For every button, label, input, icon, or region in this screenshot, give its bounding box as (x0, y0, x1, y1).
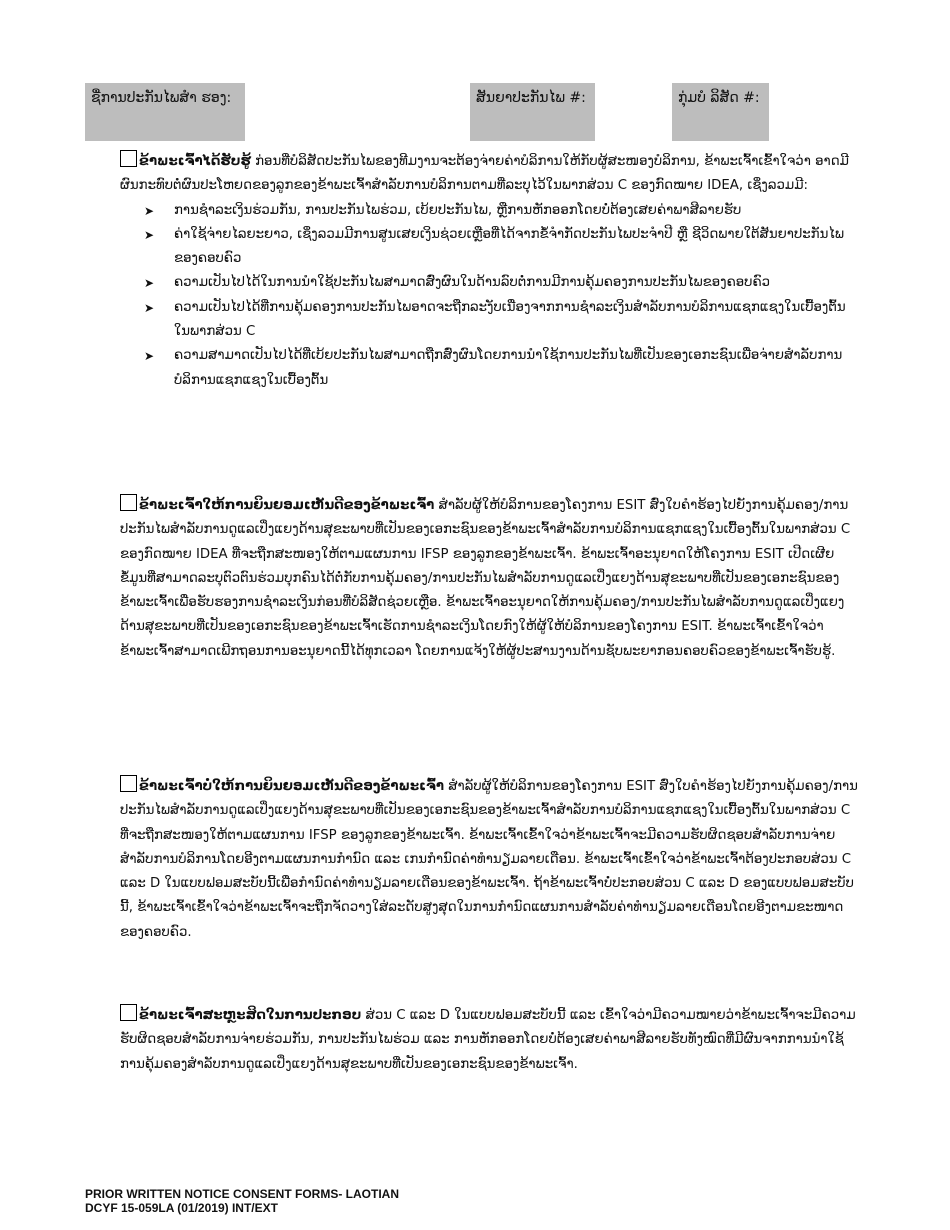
consent-section-waive (120, 1004, 860, 1077)
arrow-bullet-icon: ➤ (144, 300, 155, 315)
section-text: ສ່ວນ C ແລະ D ໃນແບບຟອມສະບັບນີ້ ແລະ ເຂົ້າໃຈວ່າມີຄວາມໝາຍວ່າຂ້າພະເຈົ້າຈະມີຄວາມຮັບຜິດຊອບສຳລັບການຈ່າຍຮ່ວມກັນ, ການປະກັນໄພຮ່ວມ ແລະ ການຫັກອອກໂດຍບໍ່ຕ້ອງເສຍຄ່າພາສີລາຍຮັບທັງໝົດທີ່ມີຜົນຈາກການນຳໃຊ້ການຄຸ້ມຄອງສຳລັບການດູແລເປິ່ງແຍງດ້ານສຸຂະພາບທີ່ເປັນຂອງເອກະຊົນຂອງຂ້າພະເຈົ້າ. (120, 1008, 856, 1072)
list-item (120, 271, 860, 295)
header-label: ກຸ່ມບໍ ລິສັດ #: (678, 90, 760, 106)
section-title: ຂ້າພະເຈົ້າໃຫ້ການຍິນຍອມເຫັນດີຂອງຂ້າພະເຈົ້າ (139, 498, 435, 513)
list-item (120, 199, 860, 223)
arrow-bullet-icon: ➤ (144, 276, 155, 291)
section-title: ຂ້າພະເຈົ້າບໍ່ໃຫ້ການຍິນຍອມເຫັນດີຂອງຂ້າພະເຈົ້າ (139, 779, 444, 794)
footer-form-title: PRIOR WRITTEN NOTICE CONSENT FORMS- LAOTIAN (85, 1187, 399, 1201)
header-label: ສັນຍາປະກັນໄພ #: (476, 90, 586, 106)
impact-list (120, 199, 860, 393)
consent-section-acknowledge (120, 150, 860, 393)
section-text: ກ່ອນທີ່ບໍລິສັດປະກັນໄພຂອງທີມງານຈະຕ້ອງຈ່າຍຄ່າບໍລິການໃຫ້ກັບຜູ້ສະໜອງບໍລິການ, ຂ້າພະເຈົ້າເຂົ້າໃຈວ່າ ອາດມີຜົນກະທົບຕໍ່ຜົນປະໂຫຍດຂອງລູກຂອງຂ້າພະເຈົ້າສຳລັບການບໍລິການຕາມທີ່ລະບຸໄວ້ໃນພາກສ່ວນ C ຂອງກົດໝາຍ IDEA, ເຊິ່ງລວມມີ: (120, 154, 849, 194)
arrow-bullet-icon: ➤ (144, 203, 155, 218)
header-field-insurance-name (85, 83, 245, 141)
header-field-policy-number (470, 83, 595, 141)
section-text: ສຳລັບຜູ້ໃຫ້ບໍລິການຂອງໂຄງການ ESIT ສົ່ງໃບຄຳຮ້ອງໄປຍັງການຄຸ້ມຄອງ/ການປະກັນໄພສຳລັບການດູແລເປິ່ງແຍງດ້ານສຸຂະພາບທີ່ເປັນຂອງເອກະຊົນຂອງຂ້າພະເຈົ້າສຳລັບການບໍລິການແຊກແຊງໃນເບື້ອງຕົ້ນໃນພາກສ່ວນ C ຂອງກົດໝາຍ IDEA ທີ່ຈະຖືກສະໜອງໃຫ້ຕາມແຜນການ IFSP ຂອງລູກຂອງຂ້າພະເຈົ້າ. ຂ້າພະເຈົ້າອະນຸຍາດໃຫ້ໂຄງການ ESIT ເປີດເຜີຍຂໍ້ມູນທີ່ສາມາດລະບຸຕົວຕົນຮ່ວມບຸກຄົນໄດ້ຕໍ່ກັບການຄຸ້ມຄອງ/ການປະກັນໄພສຳລັບການດູແລເປິ່ງແຍງດ້ານສຸຂະພາບທີ່ເປັນຂອງເອກະຊົນຂອງຂ້າພະເຈົ້າເພື່ອຮັບຮອງການຊຳລະເງິນກ່ອນທີ່ບໍລິສັດຊ່ວຍເຫຼືອ. ຂ້າພະເຈົ້າອະນຸຍາດໃຫ້ການຄຸ້ມຄອງ/ການປະກັນໄພສຳລັບການດູແລເປິ່ງແຍງດ້ານສຸຂະພາບທີ່ເປັນຂອງເອກະຊົນຂອງຂ້າພະເຈົ້າເຮັດການຊຳລະເງິນໂດຍກົງໃຫ້ຜູ້ໃຫ້ບໍລິການຂອງໂຄງການ ESIT. ຂ້າພະເຈົ້າເຂົ້າໃຈວ່າຂ້າພະເຈົ້າສາມາດເພີກຖອນການອະນຸຍາດນີ້ໄດ້ທຸກເວລາ ໂດຍການແຈ້ງໃຫ້ຜູ້ປະສານງານດ້ານຊັບພະຍາກອນຄອບຄົວຂອງຂ້າພະເຈົ້າຮັບຮູ້. (120, 498, 851, 659)
list-item-text: ຄວາມເປັນໄປໄດ້ທີ່ການຄຸ້ມຄອງການປະກັນໄພອາດຈະຖືກລະງັບເນື່ອງຈາກການຊຳລະເງິນສຳລັບການບໍລິການແຊກແຊງໃນເບື້ອງຕົ້ນໃນພາກສ່ວນ C (174, 299, 846, 340)
section-title: ຂ້າພະເຈົ້າໄດ້ຮັບຮູ້ (139, 154, 251, 169)
header-field-group-number (672, 83, 769, 141)
form-footer (85, 1187, 399, 1215)
consent-section-give-consent (120, 494, 860, 664)
footer-form-number: DCYF 15-059LA (01/2019) INT/EXT (85, 1201, 278, 1215)
arrow-bullet-icon: ➤ (144, 349, 155, 364)
list-item (120, 344, 860, 393)
list-item-text: ຄ່າໃຊ້ຈ່າຍໄລຍະຍາວ, ເຊິ່ງລວມມີການສູນເສຍເງິນຊ່ວຍເຫຼືອທີ່ໄດ້ຈາກຂໍ້ຈຳກັດປະກັນໄພປະຈຳປີ ຫຼື ຊີວິດພາຍໃຕ້ສັນຍາປະກັນໄພຂອງຄອບຄົວ (174, 226, 844, 267)
arrow-bullet-icon: ➤ (144, 227, 155, 242)
list-item (120, 223, 860, 272)
list-item-text: ຄວາມເປັນໄປໄດ້ໃນການນຳໃຊ້ປະກັນໄພສາມາດສົ່ງຜົນໃນດ້ານລົບຕໍ່ການມີການຄຸ້ມຄອງການປະກັນໄພຂອງຄອບຄົວ (174, 275, 771, 291)
header-label: ຊື່ການປະກັນໄພສຳ ຮອງ: (91, 90, 232, 106)
refuse-consent-checkbox[interactable] (120, 775, 137, 792)
list-item-text: ການຊຳລະເງິນຮ່ວມກັນ, ການປະກັນໄພຮ່ວມ, ເບ້ຍປະກັນໄພ, ຫຼືການຫັກອອກໂດຍບໍ່ຕ້ອງເສຍຄ່າພາສີລາຍຮັບ (174, 202, 742, 218)
list-item (120, 296, 860, 345)
section-text: ສຳລັບຜູ້ໃຫ້ບໍລິການຂອງໂຄງການ ESIT ສົ່ງໃບຄຳຮ້ອງໄປຍັງການຄຸ້ມຄອງ/ການປະກັນໄພສຳລັບການດູແລເປິ່ງແຍງດ້ານສຸຂະພາບທີ່ເປັນຂອງເອກະຊົນຂອງຂ້າພະເຈົ້າສຳລັບການບໍລິການແຊກແຊງໃນເບື້ອງຕົ້ນໃນພາກສ່ວນ C ທີ່ຈະຖືກສະໜອງໃຫ້ຕາມແຜນການ IFSP ຂອງລູກຂອງຂ້າພະເຈົ້າ. ຂ້າພະເຈົ້າເຂົ້າໃຈວ່າຂ້າພະເຈົ້າຈະມີຄວາມຮັບຜິດຊອບສຳລັບການຈ່າຍສຳລັບການບໍລິການໂດຍອີງຕາມແຜນການກຳນົດ ແລະ ເກນກຳນົດຄ່າທຳນຽມລາຍເດືອນ. ຂ້າພະເຈົ້າເຂົ້າໃຈວ່າຂ້າພະເຈົ້າຕ້ອງປະກອບສ່ວນ C ແລະ D ໃນແບບຟອມສະບັບນີ້ເພື່ອກຳນົດຄ່າທຳນຽມລາຍເດືອນຂອງຂ້າພະເຈົ້າ. ຖ້າຂ້າພະເຈົ້າບໍ່ປະກອບສ່ວນ C ແລະ D ຂອງແບບຟອມສະບັບນີ້, ຂ້າພະເຈົ້າເຂົ້າໃຈວ່າຂ້າພະເຈົ້າຈະຖືກຈັດວາງໃສ່ລະດັບສູງສຸດໃນການກຳນົດແຜນການສຳລັບຄ່າທຳນຽມລາຍເດືອນໂດຍອີງຕາມຂະໜາດຂອງຄອບຄົວ. (120, 779, 858, 940)
section-title: ຂ້າພະເຈົ້າສະຫຼະສິດໃນການປະກອບ (139, 1008, 362, 1023)
give-consent-checkbox[interactable] (120, 494, 137, 511)
waive-checkbox[interactable] (120, 1004, 137, 1021)
consent-section-refuse-consent (120, 775, 860, 945)
acknowledge-checkbox[interactable] (120, 150, 137, 167)
list-item-text: ຄວາມສາມາດເປັນໄປໄດ້ທີ່ເບ້ຍປະກັນໄພສາມາດຖືກສົ່ງຜົນໂດຍການນຳໃຊ້ການປະກັນໄພທີ່ເປັນຂອງເອກະຊົນເພື່ອຈ່າຍສຳລັບການບໍລິການແຊກແຊງໃນເບື້ອງຕົ້ນ (174, 348, 843, 388)
